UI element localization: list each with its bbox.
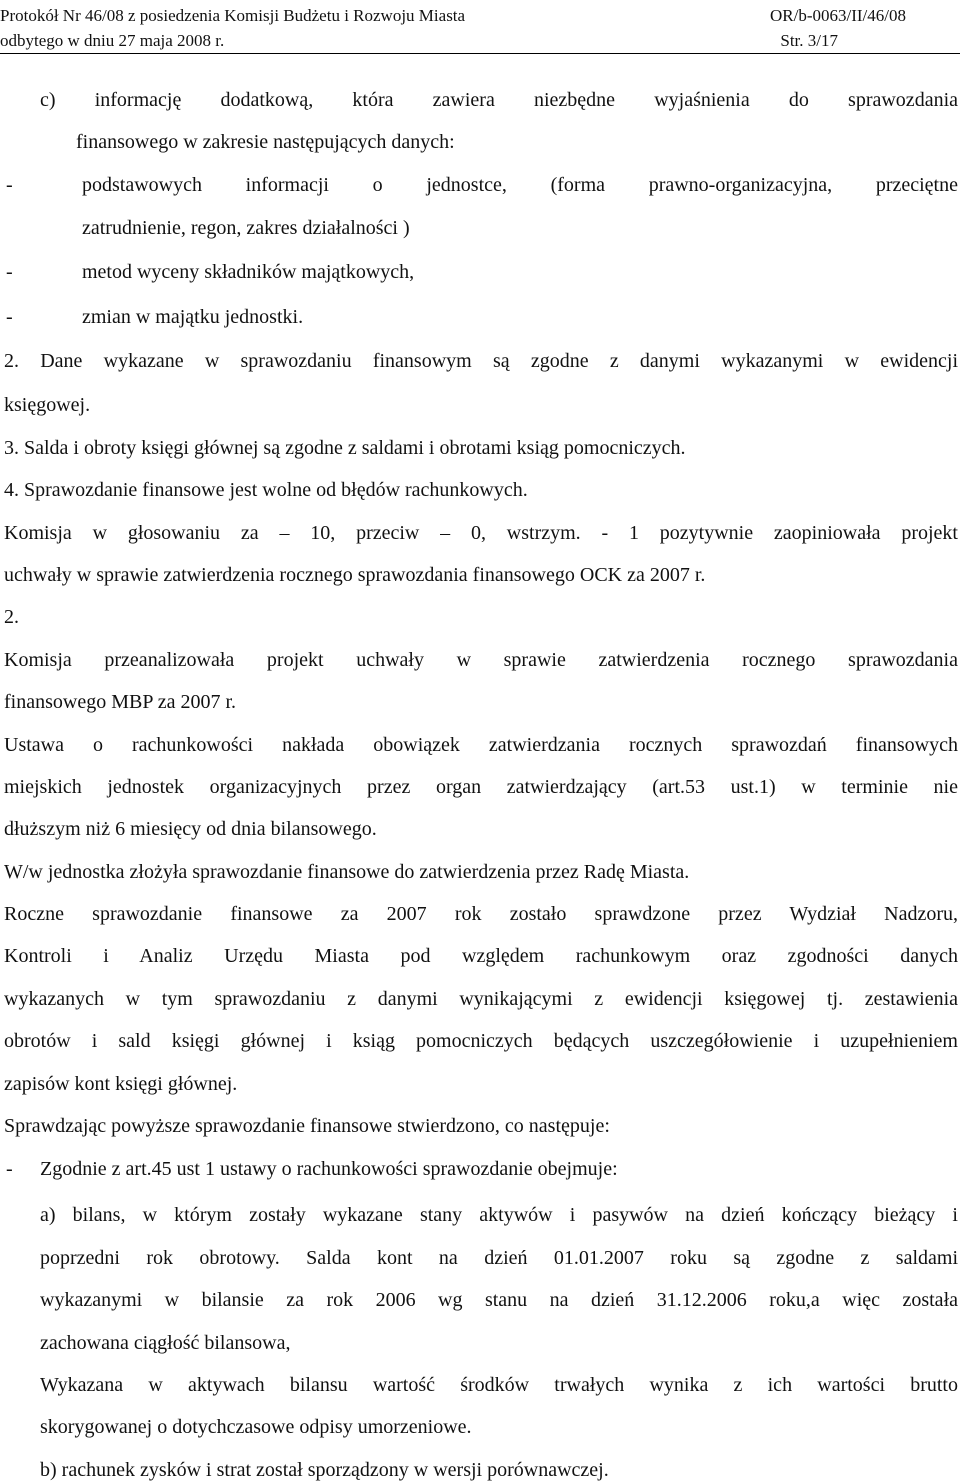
text-line: finansowego MBP za 2007 r. (4, 691, 237, 713)
list-bullet: - (6, 1158, 13, 1180)
text-line: Komisja w głosowaniu za – 10, przeciw – 0, wstrzym. - 1 pozytywnie zaopiniowała projekt (4, 522, 958, 544)
text-line: b) rachunek zysków i strat został sporządzony w wersji porównawczej. (40, 1459, 609, 1481)
text-line: uchwały w sprawie zatwierdzenia rocznego sprawozdania finansowego OCK za 2007 r. (4, 564, 706, 586)
list-bullet: - (6, 261, 13, 283)
header-title-line2: odbytego w dniu 27 maja 2008 r. (0, 31, 225, 50)
text-line: 2. Dane wykazane w sprawozdaniu finansowym są zgodne z danymi wykazanymi w ewidencji (4, 350, 958, 372)
text-line: 2. (4, 606, 19, 628)
text-line: Komisja przeanalizowała projekt uchwały w sprawie zatwierdzenia rocznego sprawozdania (4, 649, 958, 671)
list-bullet: - (6, 306, 13, 328)
text-line: a) bilans, w którym zostały wykazane stany aktywów i pasywów na dzień kończący bieżący i (40, 1204, 958, 1226)
text-line: wykazanymi w bilansie za rok 2006 wg stanu na dzień 31.12.2006 roku,a więc została (40, 1289, 958, 1311)
text-line: dłuższym niż 6 miesięcy od dnia bilansowego. (4, 818, 377, 840)
text-line: Zgodnie z art.45 ust 1 ustawy o rachunkowości sprawozdanie obejmuje: (40, 1158, 618, 1180)
header-page-number: Str. 3/17 (780, 31, 838, 50)
text-line: metod wyceny składników majątkowych, (82, 261, 415, 283)
text-line: zapisów kont księgi głównej. (4, 1073, 238, 1095)
text-line: zmian w majątku jednostki. (82, 306, 304, 328)
text-line: zatrudnienie, regon, zakres działalności ) (82, 217, 410, 239)
header-title-line1: Protokół Nr 46/08 z posiedzenia Komisji Budżetu i Rozwoju Miasta (0, 6, 466, 25)
text-line: skorygowanej o dotychczasowe odpisy umorzeniowe. (40, 1416, 472, 1438)
text-line: 4. Sprawozdanie finansowe jest wolne od błędów rachunkowych. (4, 479, 528, 501)
list-bullet: - (6, 174, 13, 196)
text-line: księgowej. (4, 394, 91, 416)
text-line: Kontroli i Analiz Urzędu Miasta pod względem rachunkowym oraz zgodności danych (4, 945, 958, 967)
text-line: Roczne sprawozdanie finansowe za 2007 rok zostało sprawdzone przez Wydział Nadzoru, (4, 903, 958, 925)
text-line: finansowego w zakresie następujących danych: (76, 131, 455, 153)
text-line: podstawowych informacji o jednostce, (forma prawno-organizacyjna, przeciętne (82, 174, 958, 196)
page-header (0, 0, 960, 54)
text-line: zachowana ciągłość bilansowa, (40, 1332, 291, 1354)
text-line: wykazanych w tym sprawozdaniu z danymi wynikającymi z ewidencji księgowej tj. zestawienia (4, 988, 958, 1010)
text-line: obrotów i sald księgi głównej i ksiąg pomocniczych będących uszczegółowienie i uzupełnieniem (4, 1030, 958, 1052)
text-line: Sprawdzając powyższe sprawozdanie finansowe stwierdzono, co następuje: (4, 1115, 610, 1137)
text-line: c) informację dodatkową, która zawiera niezbędne wyjaśnienia do sprawozdania (40, 89, 958, 111)
text-line: Ustawa o rachunkowości nakłada obowiązek zatwierdzania rocznych sprawozdań finansowych (4, 734, 958, 756)
text-line: miejskich jednostek organizacyjnych przez organ zatwierdzający (art.53 ust.1) w terminie nie (4, 776, 958, 798)
text-line: poprzedni rok obrotowy. Salda kont na dzień 01.01.2007 roku są zgodne z saldami (40, 1247, 958, 1269)
text-line: Wykazana w aktywach bilansu wartość środków trwałych wynika z ich wartości brutto (40, 1374, 958, 1396)
header-divider (0, 53, 960, 54)
text-line: 3. Salda i obroty księgi głównej są zgodne z saldami i obrotami ksiąg pomocniczych. (4, 437, 686, 459)
text-line: W/w jednostka złożyła sprawozdanie finansowe do zatwierdzenia przez Radę Miasta. (4, 861, 690, 883)
header-doc-ref: OR/b-0063/II/46/08 (770, 6, 906, 25)
